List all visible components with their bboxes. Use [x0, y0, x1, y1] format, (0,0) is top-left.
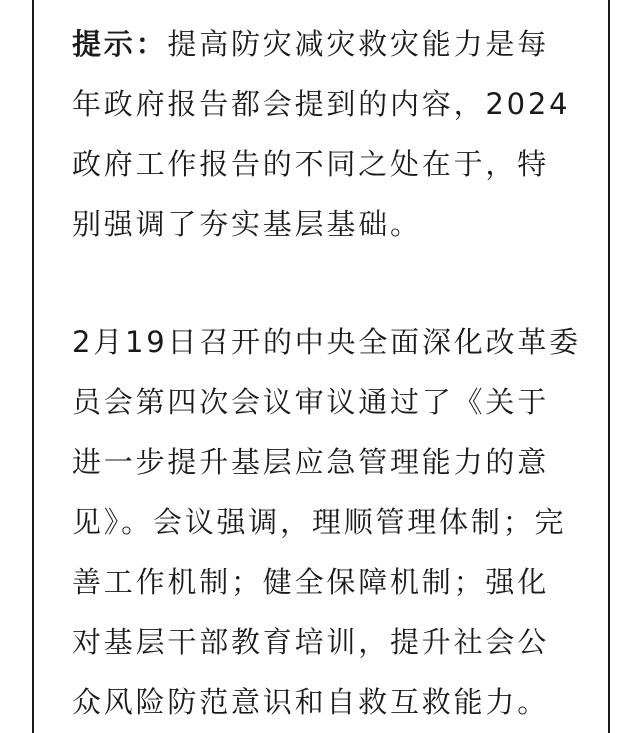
meeting-paragraph: [72, 312, 584, 732]
paragraph-line: [72, 14, 584, 74]
paragraph-line: 别强调了夯实基层基础。: [72, 207, 422, 241]
paragraph-line: 进一步提升基层应急管理能力的意: [72, 445, 550, 479]
paragraph-line: 对基层干部教育培训，提升社会公: [72, 625, 550, 659]
paragraph-line: 政府工作报告的不同之处在于，特: [72, 147, 550, 181]
prompt-label: 提示：: [72, 27, 168, 61]
paragraph-line: 员会第四次会议审议通过了《关于: [72, 385, 550, 419]
prompt-paragraph: [72, 14, 584, 254]
paragraph-line: 2月19日召开的中央全面深化改革委: [72, 325, 581, 359]
paragraph-line: 众风险防范意识和自救互救能力。: [72, 685, 550, 719]
paragraph-line: 见》。会议强调，理顺管理体制；完: [72, 505, 567, 539]
paragraph-line-text: 提高防灾减灾救灾能力是每: [167, 27, 550, 61]
paragraph-spacer: [72, 254, 584, 312]
paragraph-line: 年政府报告都会提到的内容，2024: [72, 87, 571, 121]
article-body: [72, 14, 584, 732]
paragraph-line: 善工作机制；健全保障机制；强化: [72, 565, 550, 599]
